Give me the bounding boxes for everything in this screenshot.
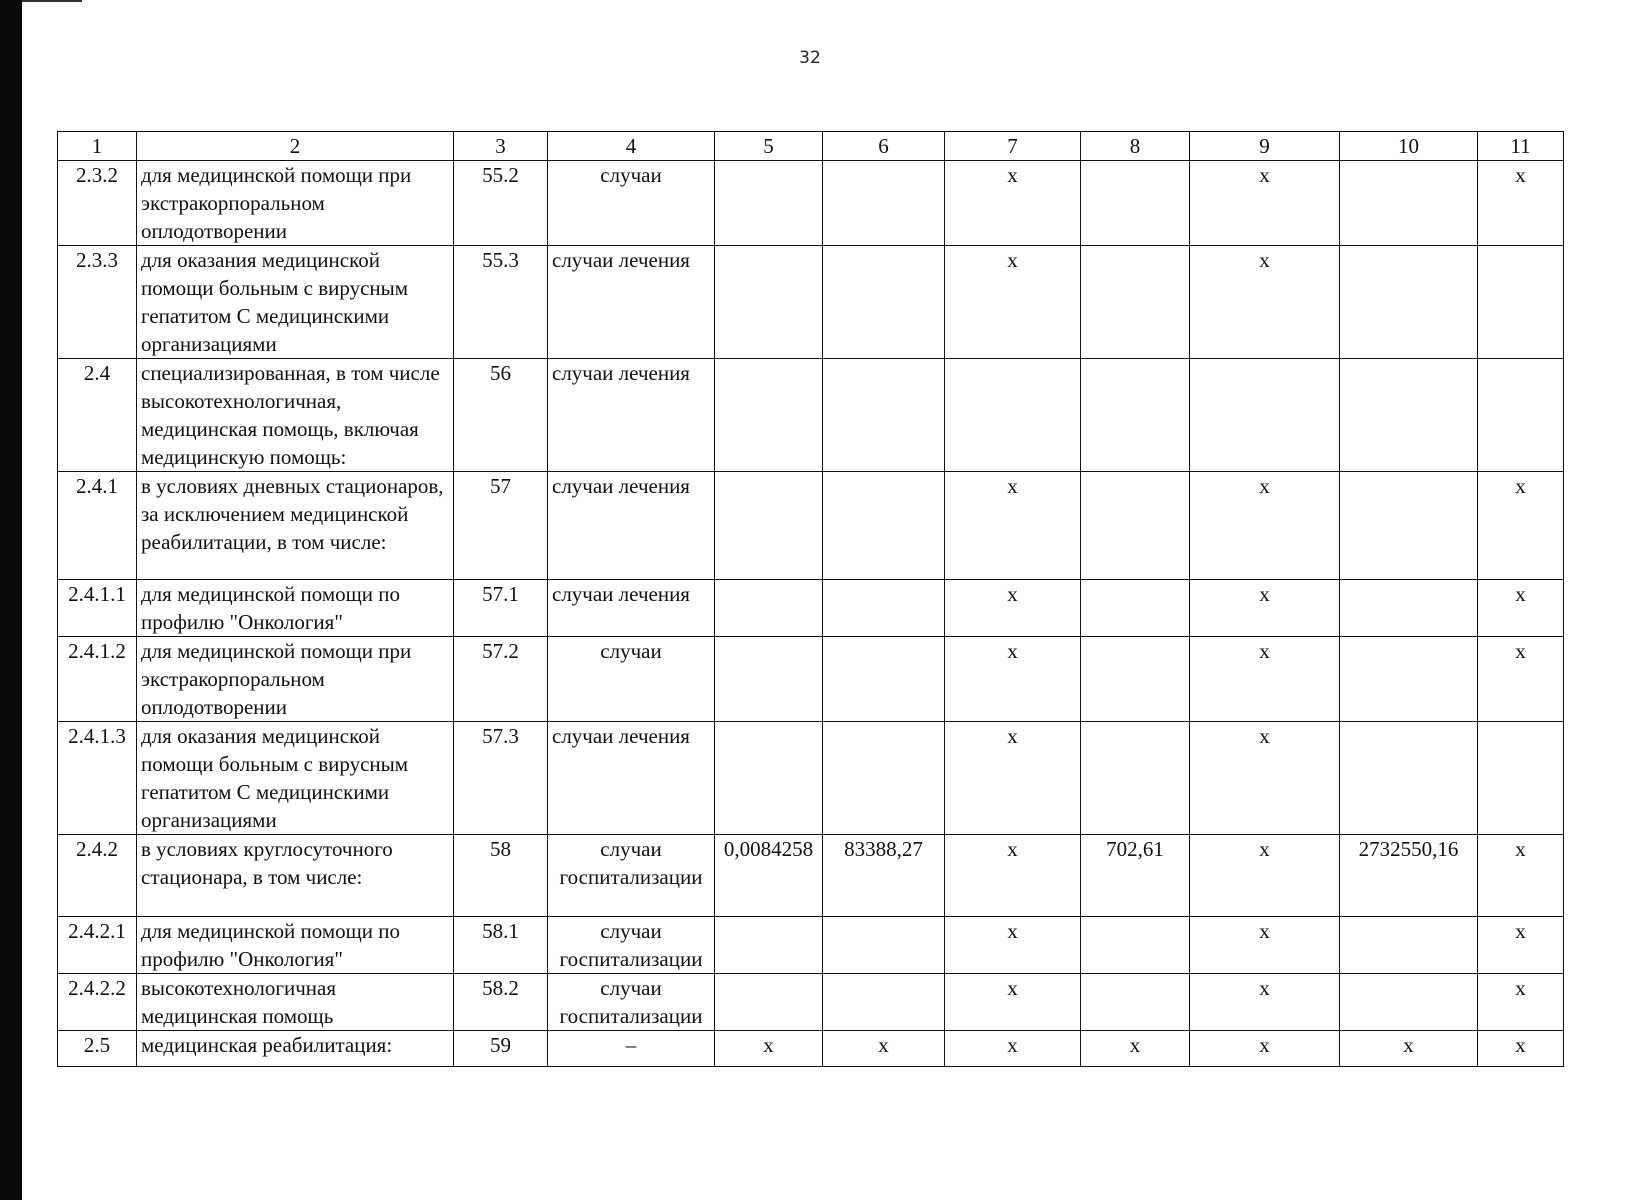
row-col8-cell: x <box>1081 1031 1190 1067</box>
row-col10-cell <box>1340 917 1478 974</box>
row-col7-cell: x <box>945 246 1081 359</box>
row-name-cell: для медицинской помощи по профилю "Онкология" <box>137 580 454 637</box>
row-name-cell: высокотехнологичная медицинская помощь <box>137 974 454 1031</box>
header-cell: 8 <box>1081 132 1190 161</box>
row-col8-cell <box>1081 637 1190 722</box>
header-cell: 9 <box>1190 132 1340 161</box>
row-col9-cell: x <box>1190 1031 1340 1067</box>
row-col11-cell: x <box>1478 974 1564 1031</box>
row-unit-cell: случаи лечения <box>548 246 715 359</box>
row-col9-cell: x <box>1190 246 1340 359</box>
row-col7-cell <box>945 359 1081 472</box>
row-col8-cell <box>1081 472 1190 580</box>
table-row <box>58 472 1564 580</box>
row-code-cell: 55.3 <box>454 246 548 359</box>
table-row <box>58 1031 1564 1067</box>
row-unit-cell: случаи лечения <box>548 722 715 835</box>
row-number-cell: 2.3.3 <box>58 246 137 359</box>
row-col10-cell <box>1340 580 1478 637</box>
row-col9-cell: x <box>1190 580 1340 637</box>
row-col5-cell <box>715 580 823 637</box>
row-col5-cell <box>715 637 823 722</box>
row-col7-cell: x <box>945 917 1081 974</box>
row-col8-cell <box>1081 580 1190 637</box>
row-col7-cell: x <box>945 722 1081 835</box>
row-col11-cell <box>1478 246 1564 359</box>
row-number-cell: 2.3.2 <box>58 161 137 246</box>
row-col5-cell <box>715 974 823 1031</box>
row-number-cell: 2.4.1.2 <box>58 637 137 722</box>
row-col8-cell <box>1081 246 1190 359</box>
row-col5-cell <box>715 246 823 359</box>
row-name-cell: для оказания медицинской помощи больным с вирусным гепатитом С медицинскими организациями <box>137 246 454 359</box>
table-row <box>58 835 1564 917</box>
row-col6-cell <box>823 974 945 1031</box>
row-col7-cell: x <box>945 835 1081 917</box>
row-col6-cell <box>823 917 945 974</box>
header-cell: 5 <box>715 132 823 161</box>
header-cell: 11 <box>1478 132 1564 161</box>
header-cell: 3 <box>454 132 548 161</box>
row-unit-cell: случаи <box>548 637 715 722</box>
table-row <box>58 246 1564 359</box>
row-col11-cell: x <box>1478 472 1564 580</box>
row-col10-cell <box>1340 161 1478 246</box>
row-col5-cell <box>715 472 823 580</box>
row-code-cell: 57.1 <box>454 580 548 637</box>
row-code-cell: 56 <box>454 359 548 472</box>
header-cell: 7 <box>945 132 1081 161</box>
row-code-cell: 57.3 <box>454 722 548 835</box>
row-col5-cell <box>715 917 823 974</box>
header-cell: 2 <box>137 132 454 161</box>
row-col11-cell: x <box>1478 161 1564 246</box>
data-table <box>57 131 1564 1067</box>
row-col9-cell: x <box>1190 161 1340 246</box>
row-code-cell: 58.2 <box>454 974 548 1031</box>
row-col10-cell <box>1340 246 1478 359</box>
row-unit-cell: случаи <box>548 161 715 246</box>
row-code-cell: 58 <box>454 835 548 917</box>
row-col6-cell <box>823 359 945 472</box>
row-number-cell: 2.4.2.1 <box>58 917 137 974</box>
header-cell: 1 <box>58 132 137 161</box>
header-cell: 6 <box>823 132 945 161</box>
row-col7-cell: x <box>945 1031 1081 1067</box>
row-unit-cell: случаи лечения <box>548 472 715 580</box>
row-col9-cell: x <box>1190 835 1340 917</box>
header-cell: 4 <box>548 132 715 161</box>
row-unit-cell: случаи госпитализации <box>548 974 715 1031</box>
row-col5-cell: 0,0084258 <box>715 835 823 917</box>
row-name-cell: для медицинской помощи при экстракорпоральном оплодотворении <box>137 161 454 246</box>
row-col9-cell <box>1190 359 1340 472</box>
row-col11-cell: x <box>1478 580 1564 637</box>
row-col5-cell: x <box>715 1031 823 1067</box>
row-col6-cell <box>823 246 945 359</box>
row-col11-cell: x <box>1478 835 1564 917</box>
table-row <box>58 917 1564 974</box>
row-col7-cell: x <box>945 161 1081 246</box>
row-col7-cell: x <box>945 580 1081 637</box>
row-col7-cell: x <box>945 974 1081 1031</box>
row-col6-cell <box>823 722 945 835</box>
row-number-cell: 2.5 <box>58 1031 137 1067</box>
row-col6-cell <box>823 161 945 246</box>
row-name-cell: для медицинской помощи по профилю "Онкология" <box>137 917 454 974</box>
scan-edge-top <box>22 0 82 2</box>
row-name-cell: для оказания медицинской помощи больным с вирусным гепатитом С медицинскими организациями <box>137 722 454 835</box>
row-col6-cell: x <box>823 1031 945 1067</box>
row-name-cell: медицинская реабилитация: <box>137 1031 454 1067</box>
row-col5-cell <box>715 722 823 835</box>
row-number-cell: 2.4.1 <box>58 472 137 580</box>
row-col8-cell <box>1081 917 1190 974</box>
row-col10-cell <box>1340 637 1478 722</box>
row-unit-cell: – <box>548 1031 715 1067</box>
row-number-cell: 2.4.2 <box>58 835 137 917</box>
row-number-cell: 2.4.2.2 <box>58 974 137 1031</box>
table-row <box>58 580 1564 637</box>
table-row <box>58 722 1564 835</box>
row-col8-cell: 702,61 <box>1081 835 1190 917</box>
row-col8-cell <box>1081 359 1190 472</box>
row-col7-cell: x <box>945 637 1081 722</box>
row-code-cell: 59 <box>454 1031 548 1067</box>
row-number-cell: 2.4 <box>58 359 137 472</box>
table-row <box>58 637 1564 722</box>
row-col7-cell: x <box>945 472 1081 580</box>
row-col8-cell <box>1081 161 1190 246</box>
row-code-cell: 57.2 <box>454 637 548 722</box>
row-number-cell: 2.4.1.3 <box>58 722 137 835</box>
row-col10-cell: 2732550,16 <box>1340 835 1478 917</box>
row-name-cell: для медицинской помощи при экстракорпоральном оплодотворении <box>137 637 454 722</box>
row-code-cell: 55.2 <box>454 161 548 246</box>
row-col11-cell <box>1478 722 1564 835</box>
row-col10-cell <box>1340 722 1478 835</box>
scan-edge <box>0 0 22 1200</box>
row-col6-cell <box>823 637 945 722</box>
row-code-cell: 58.1 <box>454 917 548 974</box>
row-name-cell: специализированная, в том числе высокотехнологичная, медицинская помощь, включая медицинскую помощь: <box>137 359 454 472</box>
row-name-cell: в условиях круглосуточного стационара, в том числе: <box>137 835 454 917</box>
table-row <box>58 974 1564 1031</box>
row-col8-cell <box>1081 974 1190 1031</box>
row-unit-cell: случаи лечения <box>548 359 715 472</box>
table-row <box>58 161 1564 246</box>
header-cell: 10 <box>1340 132 1478 161</box>
row-col5-cell <box>715 161 823 246</box>
row-col10-cell: x <box>1340 1031 1478 1067</box>
row-number-cell: 2.4.1.1 <box>58 580 137 637</box>
row-col6-cell <box>823 580 945 637</box>
row-col6-cell <box>823 472 945 580</box>
row-col8-cell <box>1081 722 1190 835</box>
row-col9-cell: x <box>1190 974 1340 1031</box>
row-col10-cell <box>1340 359 1478 472</box>
row-col9-cell: x <box>1190 917 1340 974</box>
row-unit-cell: случаи госпитализации <box>548 917 715 974</box>
row-name-cell: в условиях дневных стационаров, за исключением медицинской реабилитации, в том числе: <box>137 472 454 580</box>
page-number: 32 <box>799 48 821 68</box>
row-col10-cell <box>1340 472 1478 580</box>
row-col6-cell: 83388,27 <box>823 835 945 917</box>
row-col11-cell: x <box>1478 637 1564 722</box>
row-unit-cell: случаи лечения <box>548 580 715 637</box>
row-col11-cell <box>1478 359 1564 472</box>
row-col5-cell <box>715 359 823 472</box>
row-col11-cell: x <box>1478 917 1564 974</box>
row-col11-cell: x <box>1478 1031 1564 1067</box>
table-header-row <box>58 132 1564 161</box>
row-col10-cell <box>1340 974 1478 1031</box>
row-col9-cell: x <box>1190 722 1340 835</box>
row-code-cell: 57 <box>454 472 548 580</box>
row-col9-cell: x <box>1190 637 1340 722</box>
row-col9-cell: x <box>1190 472 1340 580</box>
table-row <box>58 359 1564 472</box>
row-unit-cell: случаи госпитализации <box>548 835 715 917</box>
